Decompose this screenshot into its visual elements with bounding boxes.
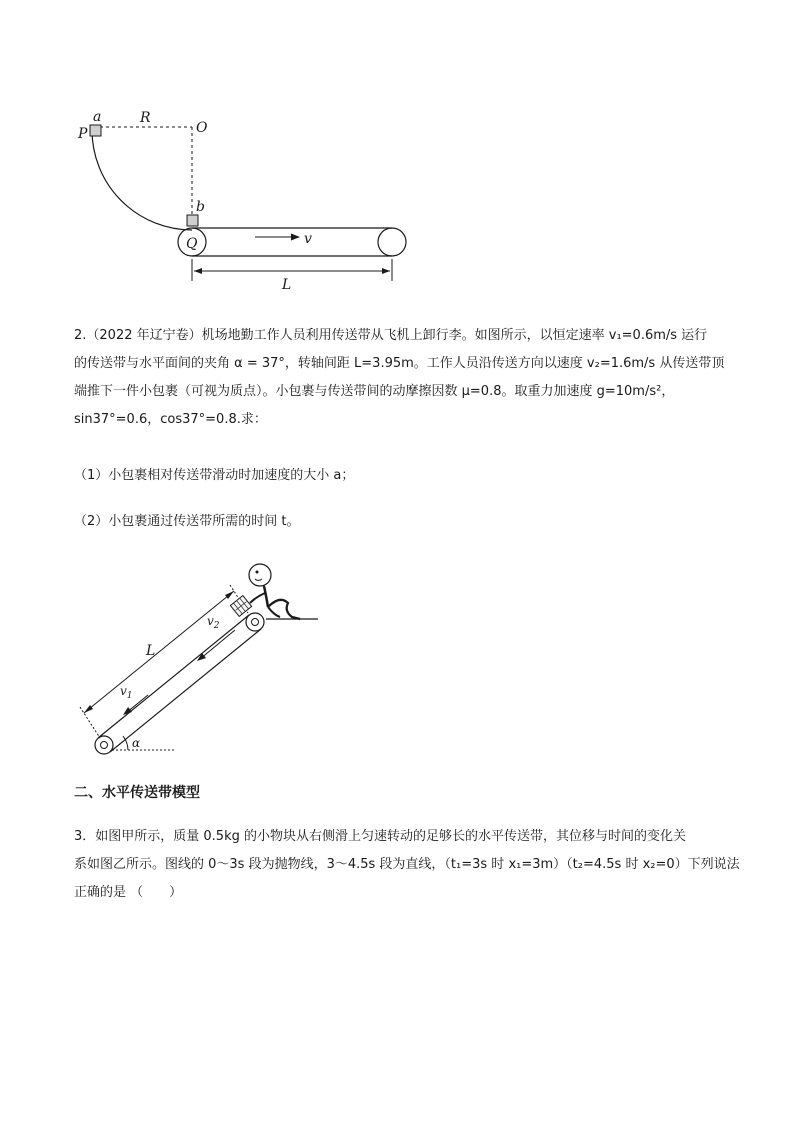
- label-b: b: [196, 199, 205, 215]
- problem-2-line-1: 2.（2022 年辽宁卷）机场地勤工作人员利用传送带从飞机上卸行李。如图所示，以恒定速率 v₁=0.6m/s 运行: [74, 328, 708, 343]
- worker-figure: [249, 564, 300, 619]
- label-v1: $v_1$: [120, 684, 133, 701]
- label-L: L: [146, 643, 156, 659]
- pulley-right: [378, 228, 406, 256]
- label-v2: $v_2$: [207, 614, 220, 631]
- pulley-bottom-axle: [101, 742, 108, 749]
- label-L: L: [282, 277, 292, 293]
- problem-3-line-3: 正确的是 （ ）: [74, 885, 183, 900]
- question-1-text: （1）小包裹相对传送带滑动时加速度的大小 a；: [74, 468, 355, 483]
- belt-upper: [98, 615, 249, 738]
- velocity-arrowhead: [291, 234, 300, 241]
- label-P: P: [78, 126, 88, 142]
- problem-3-line-1: 3．如图甲所示，质量 0.5kg 的小物块从右侧滑上匀速转动的足够长的水平传送带，其位移与时间的变化关: [74, 829, 686, 844]
- problem-2-line-2: 的传送带与水平面间的夹角 α = 37°，转轴间距 L=3.95m。工作人员沿传送方向以速度 v₂=1.6m/s 从传送带顶: [74, 356, 725, 371]
- block-b: [187, 215, 198, 226]
- quarter-arc: [92, 130, 192, 230]
- problem-3-line-2: 系如图乙所示。图线的 0～3s 段为抛物线，3～4.5s 段为直线，（t₁=3s 时 x₁=3m）（t₂=4.5s 时 x₂=0）下列说法: [74, 857, 740, 872]
- problem-2-question-1: [74, 462, 724, 490]
- section-heading: 二、水平传送带模型: [74, 785, 200, 801]
- dim-line-L: [84, 591, 234, 713]
- figure-circular-track-conveyor: [70, 105, 420, 300]
- problem-3-statement: [74, 823, 740, 907]
- problem-2-line-3: 端推下一件小包裹（可视为质点）。小包裹与传送带间的动摩擦因数 μ=0.8。取重力加速度 g=10m/s²，: [74, 384, 675, 399]
- label-R: R: [140, 110, 151, 126]
- label-v: v: [304, 231, 312, 247]
- problem-2-question-2: [74, 508, 724, 536]
- dim-arrow-right: [382, 268, 390, 274]
- problem-2-statement: [74, 322, 724, 434]
- block-a: [90, 125, 101, 136]
- belt-lower: [110, 629, 261, 752]
- figure-inclined-conveyor: [70, 555, 330, 760]
- label-Q: Q: [186, 236, 198, 252]
- dim-ext-bottom: [80, 707, 100, 738]
- package: [230, 596, 251, 617]
- dim-arrow-left: [194, 268, 202, 274]
- problem-2-line-4: sin37°=0.6，cos37°=0.8.求：: [74, 412, 267, 427]
- label-a: a: [93, 109, 102, 125]
- question-2-text: （2）小包裹通过传送带所需的时间 t。: [74, 514, 300, 529]
- label-O: O: [196, 120, 208, 136]
- pulley-top-axle: [252, 619, 259, 626]
- label-alpha: α: [132, 736, 141, 750]
